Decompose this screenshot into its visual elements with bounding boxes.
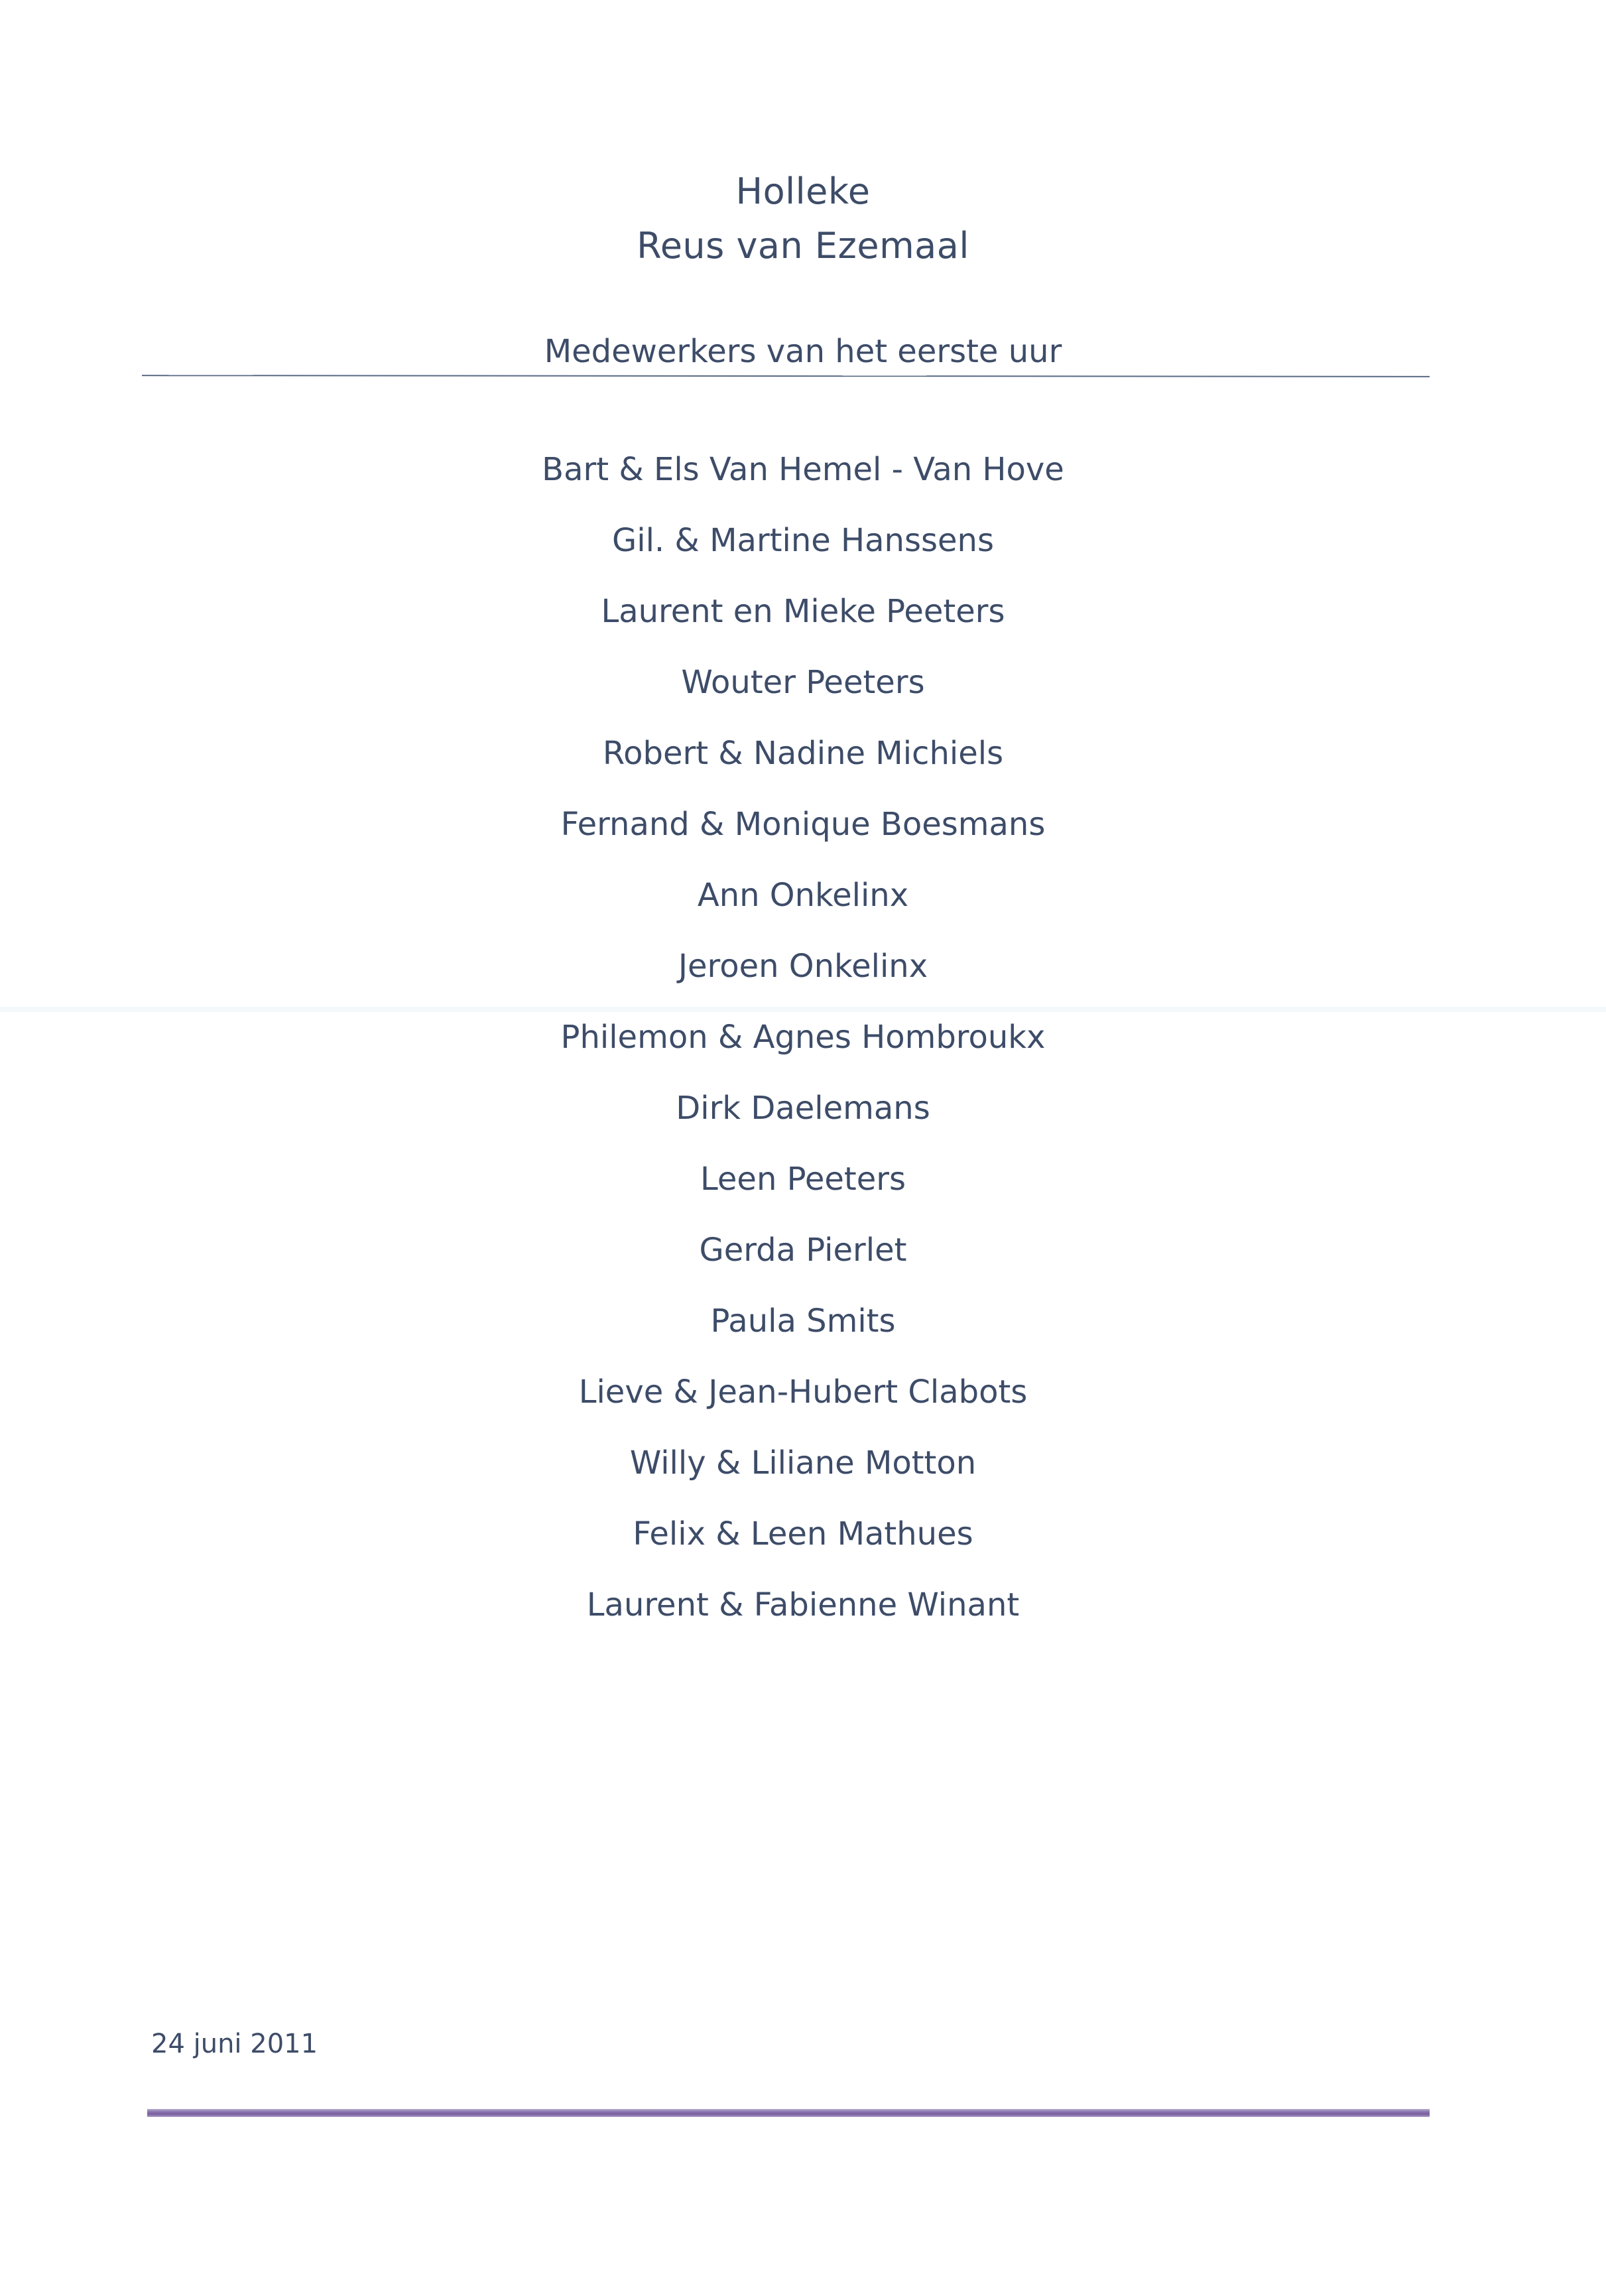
list-item: Robert & Nadine Michiels <box>602 735 1004 772</box>
list-item: Philemon & Agnes Hombroukx <box>560 1019 1046 1056</box>
title-line-1: Holleke <box>735 170 871 212</box>
list-item: Jeroen Onkelinx <box>678 948 928 985</box>
list-item: Willy & Liliane Motton <box>629 1444 977 1482</box>
title-block <box>0 164 1606 273</box>
list-item: Gerda Pierlet <box>699 1232 907 1269</box>
list-item: Leen Peeters <box>700 1161 906 1198</box>
section-heading: Medewerkers van het eerste uur <box>544 333 1062 370</box>
list-item: Dirk Daelemans <box>676 1090 930 1127</box>
title-line-2: Reus van Ezemaal <box>637 225 969 267</box>
list-item: Fernand & Monique Boesmans <box>560 806 1046 843</box>
list-item: Laurent en Mieke Peeters <box>601 593 1005 630</box>
heading-underline <box>142 375 1430 377</box>
list-item: Wouter Peeters <box>681 664 925 701</box>
list-item: Ann Onkelinx <box>697 877 909 914</box>
footer-divider <box>147 2109 1430 2117</box>
list-item: Lieve & Jean-Hubert Clabots <box>578 1373 1028 1411</box>
list-item: Felix & Leen Mathues <box>633 1515 973 1553</box>
list-item: Bart & Els Van Hemel - Van Hove <box>542 451 1064 488</box>
names-list <box>0 443 1606 1649</box>
list-item: Laurent & Fabienne Winant <box>586 1586 1020 1624</box>
list-item: Gil. & Martine Hanssens <box>612 522 994 559</box>
document-date: 24 juni 2011 <box>151 2029 318 2059</box>
list-item: Paula Smits <box>710 1303 896 1340</box>
